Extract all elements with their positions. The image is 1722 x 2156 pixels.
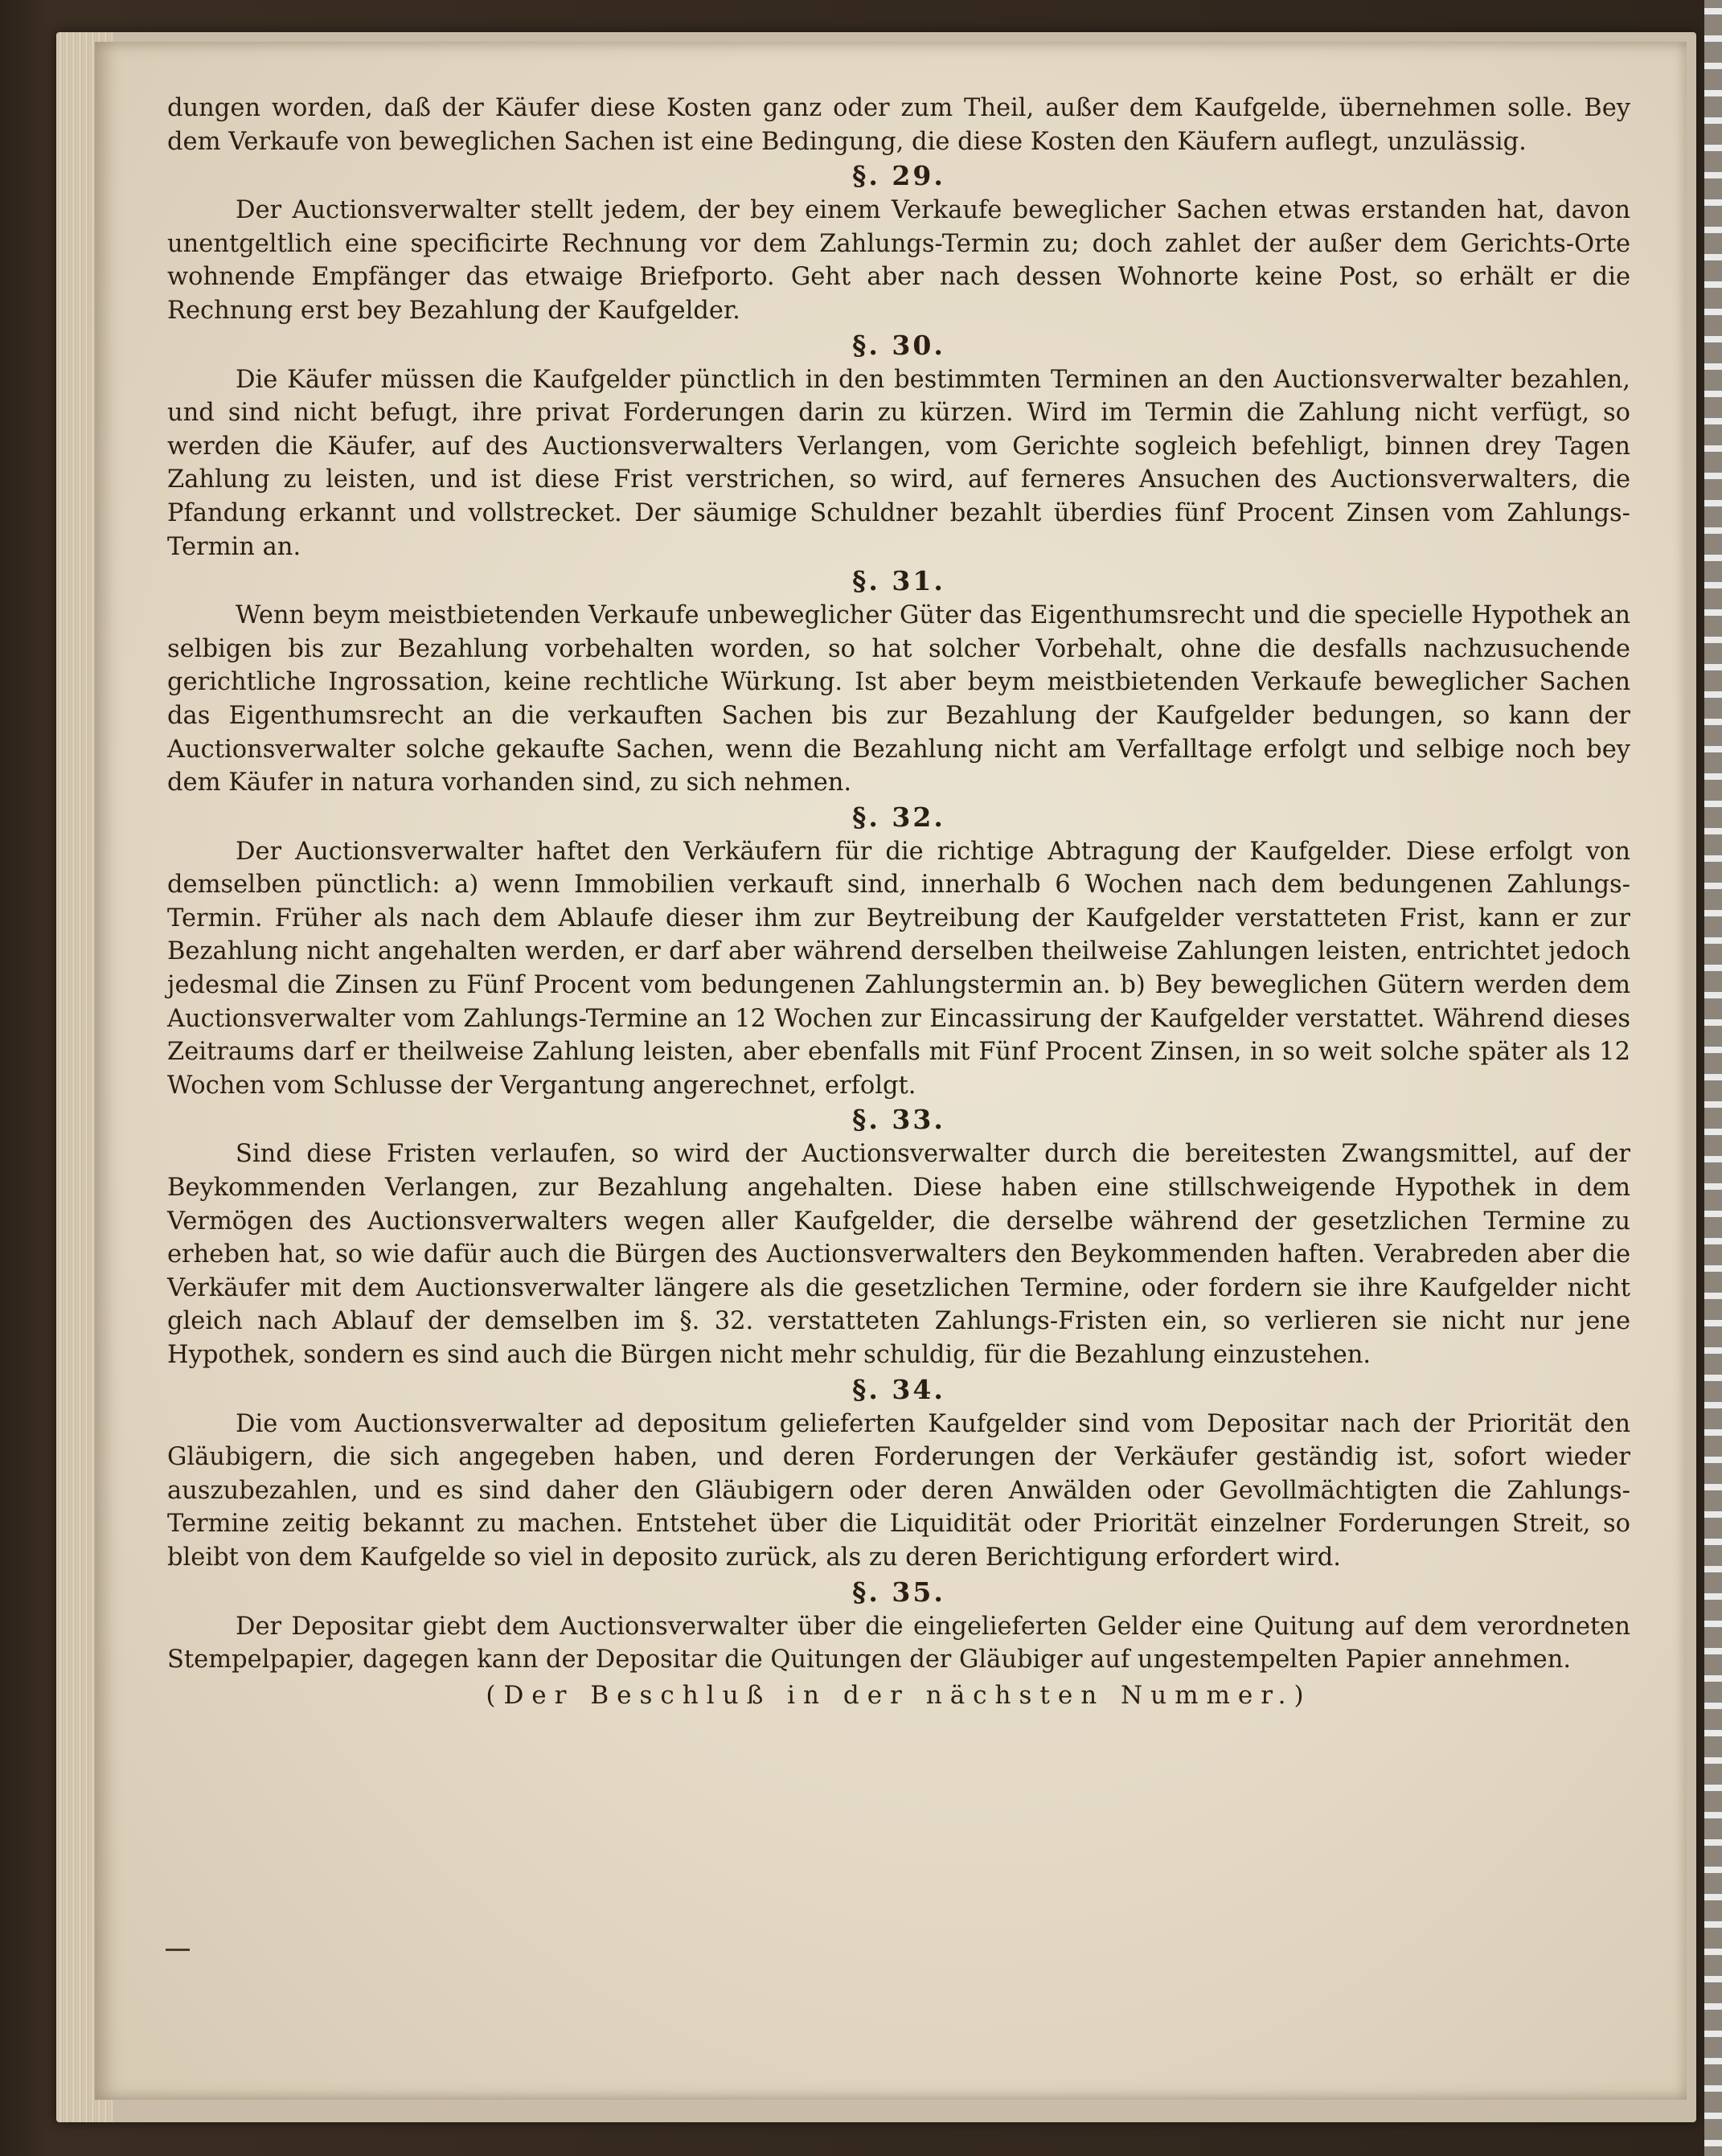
ruler-tick (1704, 1757, 1722, 1764)
ruler-tick (1704, 609, 1722, 616)
ruler-tick (1704, 746, 1722, 752)
ruler-tick (1704, 1375, 1722, 1381)
ruler-tick (1704, 2140, 1722, 2146)
ruler-tick (1704, 1593, 1722, 1600)
ruler-tick (1704, 1211, 1722, 1217)
ruler-tick (1704, 445, 1722, 452)
ruler-tick (1704, 1484, 1722, 1490)
ruler-tick (1704, 1265, 1722, 1272)
body-paragraph: Sind diese Fristen verlaufen, so wird der Auctionsverwalter durch die bereitesten Zwangsmittel, auf der Beykommenden Verlangen, zur Bezahlung angehalten. Diese haben eine stillschweigende Hypothek in dem Vermögen des Auctionsverwalters wegen aller Kaufgelder, die derselbe während der gesetzlichen Termine zu erheben hat, so wie dafür auch die Bürgen des Auctionsverwalters den Beykommenden haften. Verabreden aber die Verkäufer mit dem Auctionsverwalter längere als die gesetzlichen Termine, oder fordern sie ihre Kaufgelder nicht gleich nach Ablauf der demselben im §. 32. verstatteten Zahlungs-Fristen ein, so verlieren sie nicht nur jene Hypothek, sondern es sind auch die Bürgen nicht mehr schuldig, für die Bezahlung einzustehen. (167, 1140, 1630, 1369)
ruler-tick (1704, 1019, 1722, 1026)
ruler-tick (1704, 1429, 1722, 1436)
ruler-tick (1704, 691, 1722, 698)
ruler-tick (1704, 199, 1722, 206)
ruler-tick (1704, 1402, 1722, 1408)
ruler-tick (1704, 937, 1722, 944)
ruler-tick (1704, 1183, 1722, 1190)
ruler-tick (1704, 828, 1722, 834)
ruler-tick (1704, 254, 1722, 260)
ruler-tick (1704, 1074, 1722, 1080)
ruler-tick (1704, 473, 1722, 479)
ruler-tick (1704, 883, 1722, 889)
ruler-tick (1704, 145, 1722, 151)
section-heading: §. 34. (852, 1373, 945, 1405)
ruler-tick (1704, 418, 1722, 424)
ruler-tick (1704, 965, 1722, 971)
closing-note: (Der Beschluß in der nächsten Nummer.) (486, 1680, 1312, 1710)
section-heading: §. 35. (852, 1576, 945, 1608)
ruler-tick (1704, 1539, 1722, 1545)
body-paragraph: Die Käufer müssen die Kaufgelder pünctlich in den bestimmten Terminen an den Auctionsverwalter bezahlen, und sind nicht befugt, ihre privat Forderungen darin zu kürzen. Wird im Termin die Zahlung nicht verfügt, so werden die Käufer, auf des Auctionsverwalters Verlangen, vom Gerichte sogleich befehligt, binnen drey Tagen Zahlung zu leisten, und ist diese Frist verstrichen, so wird, auf ferneres Ansuchen des Auctionsverwalters, die Pfandung erkannt und vollstrecket. Der säumige Schuldner bezahlt überdies fünf Procent Zinsen vom Zahlungs-Termin an. (167, 365, 1630, 561)
ruler-tick (1704, 90, 1722, 96)
ruler-tick (1704, 8, 1722, 14)
ruler-tick (1704, 35, 1722, 42)
ruler-tick (1704, 1785, 1722, 1791)
ruler-tick (1704, 664, 1722, 670)
body-paragraph: Wenn beym meistbietenden Verkaufe unbeweglicher Güter das Eigenthumsrecht und die specielle Hypothek an selbigen bis zur Bezahlung vorbehalten worden, so hat solcher Vorbehalt, ohne die desfalls nachzusuchende gerichtliche Ingrossation, keine rechtliche Würkung. Ist aber beym meistbietenden Verkaufe beweglicher Sachen das Eigenthumsrecht an die verkauften Sachen bis zur Bezahlung der Kaufgelder bedungen, so kann der Auctionsverwalter solche gekaufte Sachen, wenn die Bezahlung nicht am Verfalltage erfolgt und selbige noch bey dem Käufer in natura vorhanden sind, zu sich nehmen. (167, 601, 1630, 797)
ruler-tick (1704, 1129, 1722, 1135)
body-paragraph: Der Auctionsverwalter haftet den Verkäufern für die richtige Abtragung der Kaufgelder. Diese erfolgt von demselben pünctlich: a) wenn Immobilien verkauft sind, innerhalb 6 Wochen nach dem bedungenen Zahlungs-Termin. Früher als nach dem Ablaufe dieser ihm zur Beytreibung der Kaufgelder verstatteten Frist, kann er zur Bezahlung nicht angehalten werden, er darf aber während derselben theilweise Zahlungen leisten, entrichtet jedoch jedesmal die Zinsen zu Fünf Procent vom bedungenen Zahlungstermin an. b) Bey beweglichen Gütern werden dem Auctionsverwalter vom Zahlungs-Termine an 12 Wochen zur Eincassirung der Kaufgelder verstattet. Während dieses Zeitraums darf er theilweise Zahlung leisten, aber ebenfalls mit Fünf Procent Zinsen, in so weit solche später als 12 Wochen vom Schlusse der Vergantung angerechnet, erfolgt. (167, 837, 1630, 1100)
page-text-body (167, 92, 1630, 1714)
ruler-tick (1704, 172, 1722, 178)
ruler-tick (1704, 773, 1722, 780)
ruler-tick (1704, 1894, 1722, 1900)
ruler-tick (1704, 637, 1722, 643)
body-paragraph: dungen worden, daß der Käufer diese Kosten ganz oder zum Theil, außer dem Kaufgelde, übernehmen solle. Bey dem Verkaufe von beweglichen Sachen ist eine Bedingung, die diese Kosten den Käufern auflegt, unzulässig. (167, 94, 1630, 156)
section-heading: §. 32. (852, 801, 945, 833)
ruler-tick (1704, 1949, 1722, 1955)
ruler-tick (1704, 719, 1722, 725)
ruler-tick (1704, 1976, 1722, 1982)
body-paragraph: Der Depositar giebt dem Auctionsverwalter über die eingelieferten Gelder eine Quitung auf dem verordneten Stempelpapier, dagegen kann der Depositar die Quitungen der Gläubiger auf ungestempelten Papier annehmen. (167, 1612, 1630, 1674)
ruler-tick (1704, 801, 1722, 807)
ruler-tick (1704, 281, 1722, 288)
ruler-tick (1704, 582, 1722, 588)
section-heading: §. 30. (852, 329, 945, 361)
book-page (95, 42, 1687, 2100)
ruler-tick (1704, 336, 1722, 342)
ruler-tick (1704, 1347, 1722, 1354)
ruler-tick (1704, 1293, 1722, 1299)
ruler-tick (1704, 363, 1722, 370)
ruler-tick (1704, 2003, 1722, 2010)
ruler-tick (1704, 500, 1722, 506)
ruler-tick (1704, 391, 1722, 397)
ruler-tick (1704, 855, 1722, 862)
ruler-tick (1704, 1812, 1722, 1818)
body-paragraph: Der Auctionsverwalter stellt jedem, der bey einem Verkaufe beweglicher Sachen etwas erstanden hat, davon unentgeltlich eine specificirte Rechnung vor dem Zahlungs-Termin zu; doch zahlet der außer dem Gerichts-Orte wohnende Empfänger das etwaige Briefporto. Geht aber nach dessen Wohnorte keine Post, so erhält er die Rechnung erst bey Bezahlung der Kaufgelder. (167, 196, 1630, 325)
ruler-tick (1704, 1238, 1722, 1244)
ruler-tick (1704, 1921, 1722, 1928)
ruler-tick (1704, 2113, 1722, 2119)
ruler-tick (1704, 1566, 1722, 1572)
ruler-tick (1704, 1730, 1722, 1736)
ruler-tick (1704, 227, 1722, 233)
ruler-tick (1704, 1457, 1722, 1463)
ruler-tick (1704, 63, 1722, 69)
footer-dash-mark (166, 1949, 190, 1951)
section-heading: §. 29. (852, 160, 945, 192)
ruler-tick (1704, 527, 1722, 534)
ruler-tick (1704, 1511, 1722, 1518)
ruler-tick (1704, 2031, 1722, 2037)
ruler-tick (1704, 2058, 1722, 2064)
ruler-tick (1704, 117, 1722, 124)
ruler-tick (1704, 309, 1722, 315)
ruler-tick (1704, 2085, 1722, 2092)
ruler-tick (1704, 992, 1722, 998)
ruler-tick (1704, 1703, 1722, 1709)
ruler-tick (1704, 910, 1722, 916)
ruler-tick (1704, 1047, 1722, 1053)
ruler-tick (1704, 1867, 1722, 1873)
ruler-tick (1704, 1621, 1722, 1627)
ruler-tick (1704, 555, 1722, 561)
ruler-tick (1704, 1675, 1722, 1682)
scan-scale-ruler (1704, 0, 1722, 2156)
ruler-tick (1704, 1156, 1722, 1162)
ruler-tick (1704, 1101, 1722, 1108)
ruler-tick (1704, 1320, 1722, 1326)
section-heading: §. 33. (852, 1104, 945, 1136)
ruler-tick (1704, 1648, 1722, 1654)
section-heading: §. 31. (852, 565, 945, 597)
ruler-tick (1704, 1839, 1722, 1846)
body-paragraph: Die vom Auctionsverwalter ad depositum gelieferten Kaufgelder sind vom Depositar nach der Priorität den Gläubigern, die sich angegeben haben, und deren Forderungen der Verkäufer geständig ist, sofort wieder auszubezahlen, und es sind daher den Gläubigern oder deren Anwälden oder Gevollmächtigten die Zahlungs-Termine zeitig bekannt zu machen. Entstehet über die Liquidität oder Priorität einzelner Forderungen Streit, so bleibt von dem Kaufgelde so viel in deposito zurück, als zu deren Berichtigung erfordert wird. (167, 1409, 1630, 1572)
